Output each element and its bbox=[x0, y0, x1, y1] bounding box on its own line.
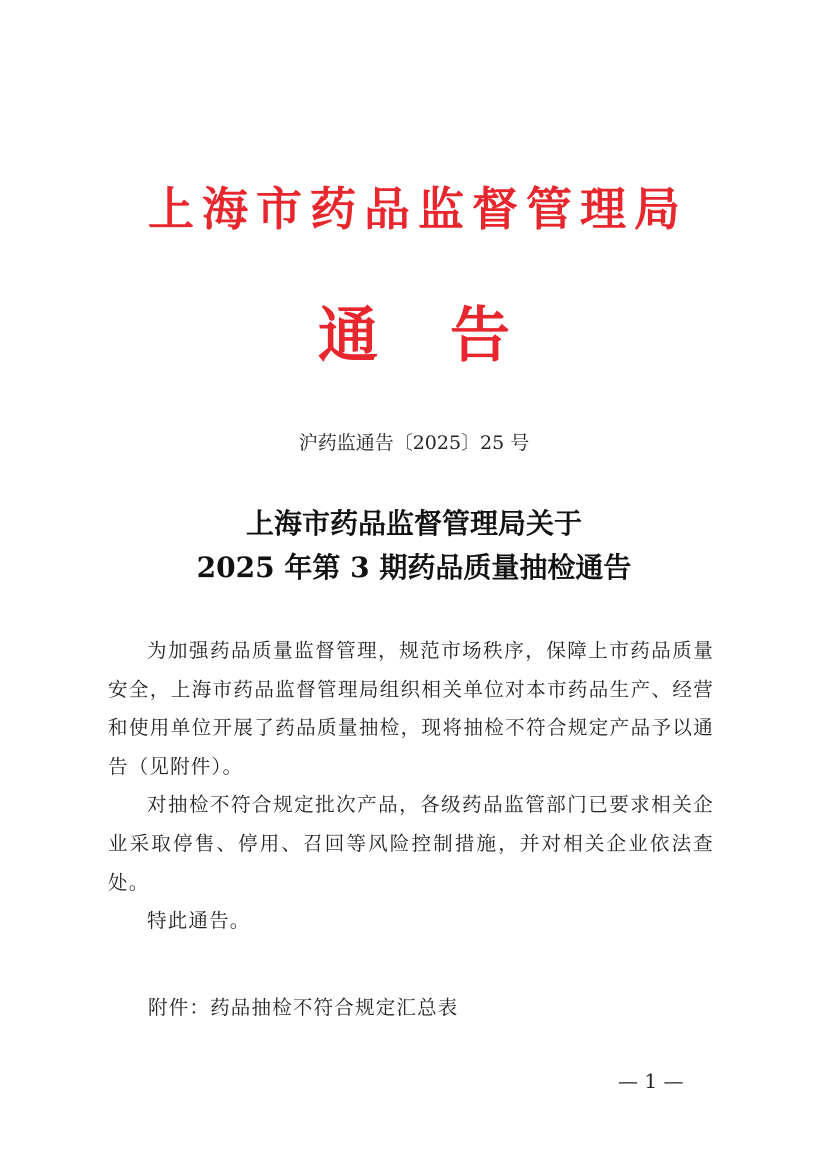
notice-title-line-2: 2025 年第 3 期药品质量抽检通告 bbox=[196, 551, 632, 584]
attachment-line: 附件：药品抽检不符合规定汇总表 bbox=[148, 996, 459, 1019]
document-number: 沪药监通告〔2025〕25 号 bbox=[298, 432, 530, 454]
notice-body bbox=[108, 632, 714, 941]
document-type-heading bbox=[0, 298, 828, 374]
body-paragraph: 对抽检不符合规定批次产品，各级药品监管部门已要求相关企业采取停售、停用、召回等风险控制措施，并对相关企业依法查处。 bbox=[108, 793, 714, 894]
doc-type-char-1: 通 bbox=[318, 301, 378, 371]
body-paragraph: 为加强药品质量监督管理，规范市场秩序，保障上市药品质量安全，上海市药品监督管理局组织相关单位对本市药品生产、经营和使用单位开展了药品质量抽检，现将抽检不符合规定产品予以通告（见附件）。 bbox=[108, 639, 714, 778]
body-paragraph: 特此通告。 bbox=[147, 909, 251, 933]
notice-title-line-1: 上海市药品监督管理局关于 bbox=[245, 507, 582, 540]
doc-type-char-2: 告 bbox=[450, 301, 510, 371]
notice-title bbox=[0, 502, 828, 590]
agency-header: 上海市药品监督管理局 bbox=[148, 182, 688, 236]
page-number: — 1 — bbox=[618, 1069, 684, 1093]
